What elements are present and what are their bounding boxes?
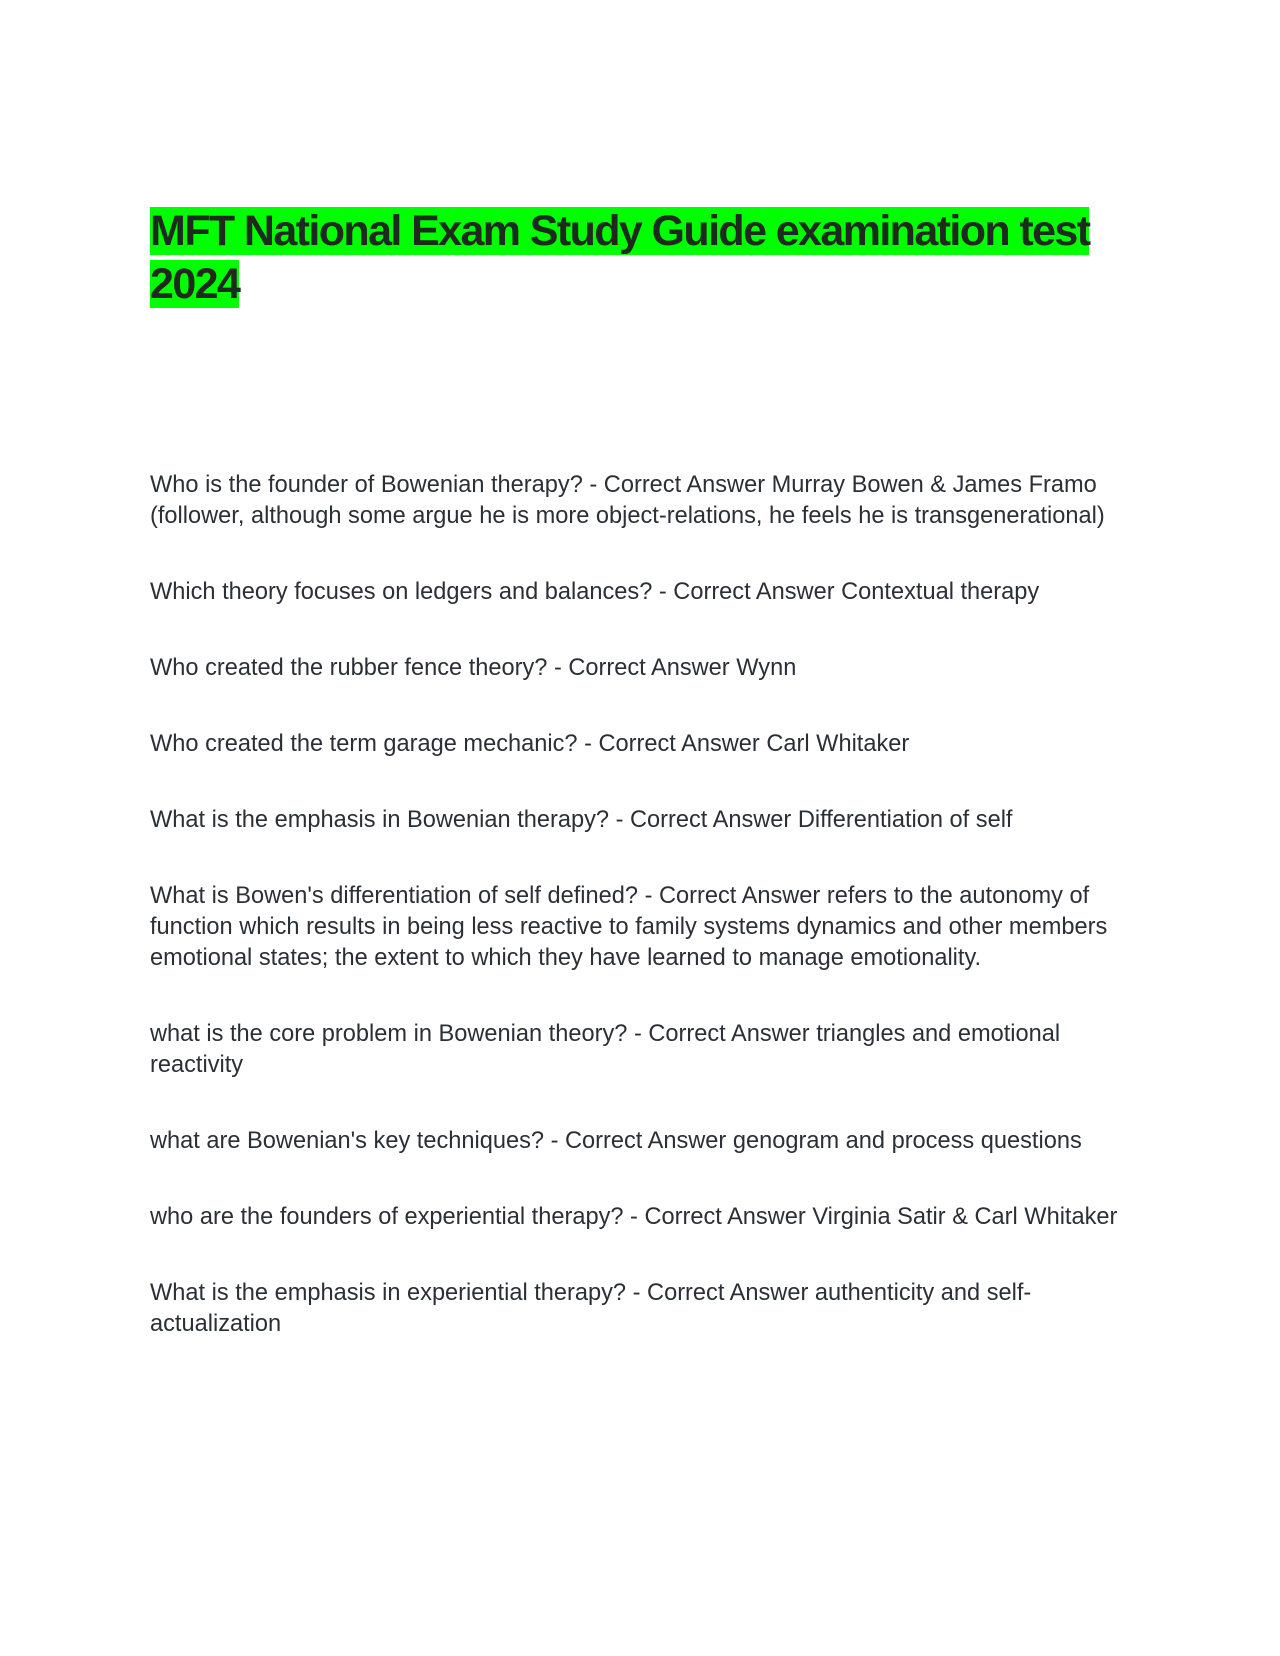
separator: - [638,883,659,909]
answer-text: authenticity and self-actualization [150,1280,1032,1337]
question-text: Who is the founder of Bowenian therapy? [150,472,583,498]
qa-item [150,1019,1140,1081]
separator: - [627,1021,649,1047]
question-text: What is the emphasis in Bowenian therapy? [150,807,610,833]
answer-text: genogram and process questions [732,1128,1082,1154]
qa-item [150,729,1140,760]
question-text: What is Bowen's differentiation of self defined? [150,883,639,909]
answer-text: refers to the autonomy of function which results in being less reactive to family systems dynamics and other members emotional states; the extent to which they have learned to manage emotionality. [150,883,1108,971]
separator: - [623,1204,645,1230]
answer-label: Correct Answer [659,883,821,909]
question-text: who are the founders of experiential therapy? [150,1204,624,1230]
qa-list [150,470,1140,1385]
answer-text: Murray Bowen & James Framo (follower, although some argue he is more object-relations, he feels he is transgenerational) [150,472,1105,529]
answer-text: Contextual therapy [841,579,1040,605]
question-text: what is the core problem in Bowenian theory? [150,1021,628,1047]
question-text: What is the emphasis in experiential therapy? [150,1280,627,1306]
answer-text: Differentiation of self [797,807,1013,833]
qa-item [150,653,1140,684]
answer-label: Correct Answer [647,1280,809,1306]
title-highlight: MFT National Exam Study Guide examination test 2024 [150,207,1090,308]
separator: - [652,579,674,605]
answer-text: Virginia Satir & Carl Whitaker [812,1204,1118,1230]
separator: - [626,1280,648,1306]
question-text: Who created the term garage mechanic? [150,731,578,757]
qa-item [150,1126,1140,1157]
question-text: Who created the rubber fence theory? [150,655,548,681]
qa-item [150,470,1140,532]
answer-label: Correct Answer [630,807,792,833]
answer-label: Correct Answer [673,579,835,605]
qa-item [150,1278,1140,1340]
question-text: what are Bowenian's key techniques? [150,1128,545,1154]
separator: - [582,472,604,498]
answer-label: Correct Answer [644,1204,806,1230]
answer-text: Wynn [736,655,797,681]
answer-label: Correct Answer [568,655,730,681]
qa-item [150,1202,1140,1233]
title-block [150,205,1130,311]
question-text: Which theory focuses on ledgers and balances? [150,579,653,605]
separator: - [577,731,599,757]
answer-label: Correct Answer [603,472,766,498]
answer-label: Correct Answer [648,1021,810,1047]
qa-item [150,577,1140,608]
document-title [150,205,1130,311]
answer-label: Correct Answer [598,731,760,757]
separator: - [544,1128,566,1154]
separator: - [609,807,630,833]
qa-item [150,881,1140,974]
qa-item [150,805,1140,836]
separator: - [547,655,569,681]
answer-label: Correct Answer [565,1128,727,1154]
answer-text: triangles and emotional reactivity [150,1021,1061,1078]
answer-text: Carl Whitaker [766,731,910,757]
